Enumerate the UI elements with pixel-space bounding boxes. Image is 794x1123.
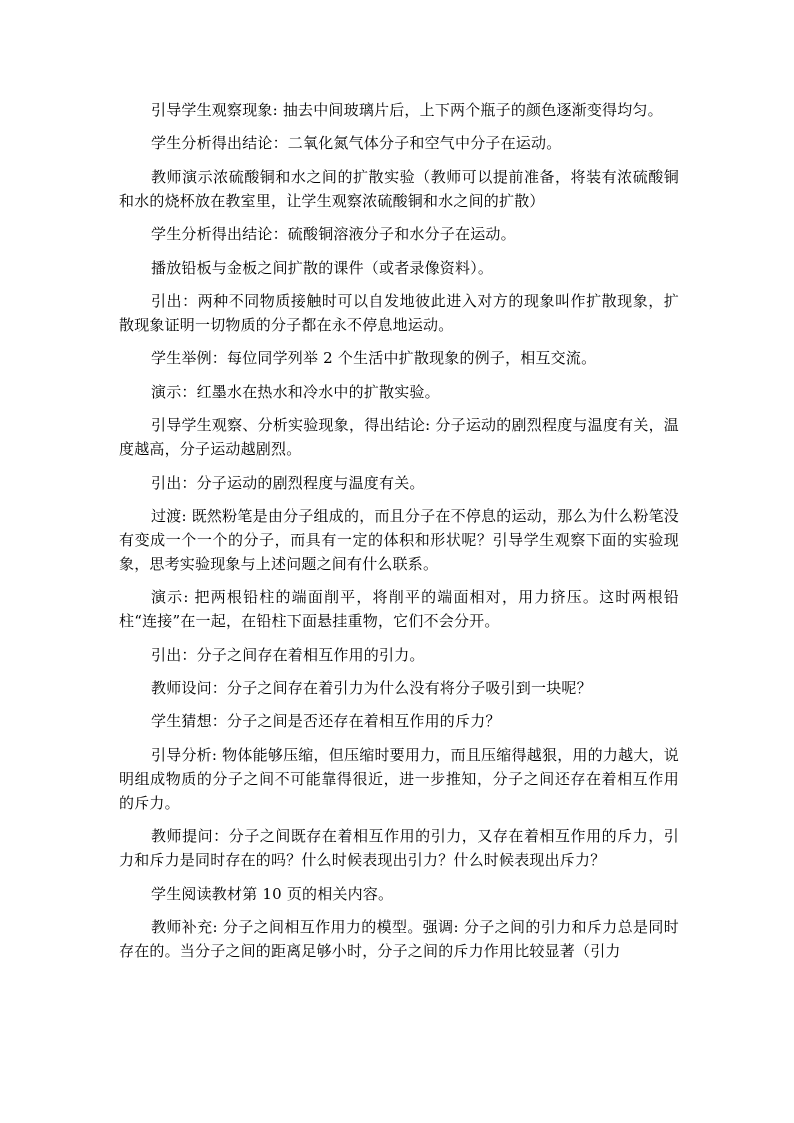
paragraph-define-diffusion: 引出：两种不同物质接触时可以自发地彼此进入对方的现象叫作扩散现象，扩散现象证明一切物质的分子都在永不停息地运动。	[119, 291, 679, 334]
paragraph-conclusion-temperature: 引导学生观察、分析实验现象，得出结论: 分子运动的剧烈程度与温度有关，温度越高，分子运动越剧烈。	[119, 416, 679, 459]
document-page	[119, 98, 679, 972]
paragraph-demo-red-ink: 演示：红墨水在热水和冷水中的扩散实验。	[151, 382, 440, 401]
paragraph-teacher-asks: 教师提问：分子之间既存在着相互作用的引力，又存在着相互作用的斥力，引力和斥力是同时存在的吗？什么时候表现出引力？什么时候表现出斥力？	[119, 827, 679, 870]
paragraph-demo-lead-columns: 演示: 把两根铅柱的端面削平，将削平的端面相对，用力挤压。这时两根铅柱“连接”在一起，在铅柱下面悬挂重物，它们不会分开。	[119, 588, 679, 631]
paragraph-lead-attraction: 引出：分子之间存在着相互作用的引力。	[151, 645, 425, 664]
paragraph-read-textbook: 学生阅读教材第 10 页的相关内容。	[151, 884, 394, 903]
paragraph-conclusion-copper-sulfate: 学生分析得出结论：硫酸铜溶液分子和水分子在运动。	[151, 225, 516, 244]
paragraph-teacher-question: 教师设问：分子之间存在着引力为什么没有将分子吸引到一块呢？	[151, 679, 592, 698]
paragraph-demo-copper-sulfate: 教师演示浓硫酸铜和水之间的扩散实验（教师可以提前准备，将装有浓硫酸铜和水的烧杯放在教室里，让学生观察浓硫酸铜和水之间的扩散）	[119, 167, 679, 210]
paragraph-student-examples: 学生举例：每位同学列举 2 个生活中扩散现象的例子，相互交流。	[151, 349, 597, 368]
paragraph-teacher-supplement: 教师补充: 分子之间相互作用力的模型。强调: 分子之间的引力和斥力总是同时存在的。当分子之间的距离足够小时，分子之间的斥力作用比较显著（引力	[119, 918, 679, 961]
paragraph-lead-temperature: 引出：分子运动的剧烈程度与温度有关。	[151, 473, 425, 492]
paragraph-conclusion-no2: 学生分析得出结论：二氧化氮气体分子和空气中分子在运动。	[151, 134, 562, 153]
paragraph-play-courseware: 播放铅板与金板之间扩散的课件（或者录像资料）。	[151, 258, 494, 277]
paragraph-observe-phenomenon: 引导学生观察现象: 抽去中间玻璃片后，上下两个瓶子的颜色逐渐变得均匀。	[151, 101, 663, 119]
paragraph-student-guess: 学生猜想：分子之间是否还存在着相互作用的斥力？	[151, 712, 501, 731]
paragraph-guided-analysis: 引导分析: 物体能够压缩，但压缩时要用力，而且压缩得越狠，用的力越大，说明组成物质的分子之间不可能靠得很近，进一步推知，分子之间还存在着相互作用的斥力。	[119, 745, 679, 812]
paragraph-transition-chalk: 过渡: 既然粉笔是由分子组成的，而且分子在不停息的运动，那么为什么粉笔没有变成一个一个的分子，而具有一定的体积和形状呢？引导学生观察下面的实验现象，思考实验现象与上述问题之间有什么联系。	[119, 506, 679, 573]
